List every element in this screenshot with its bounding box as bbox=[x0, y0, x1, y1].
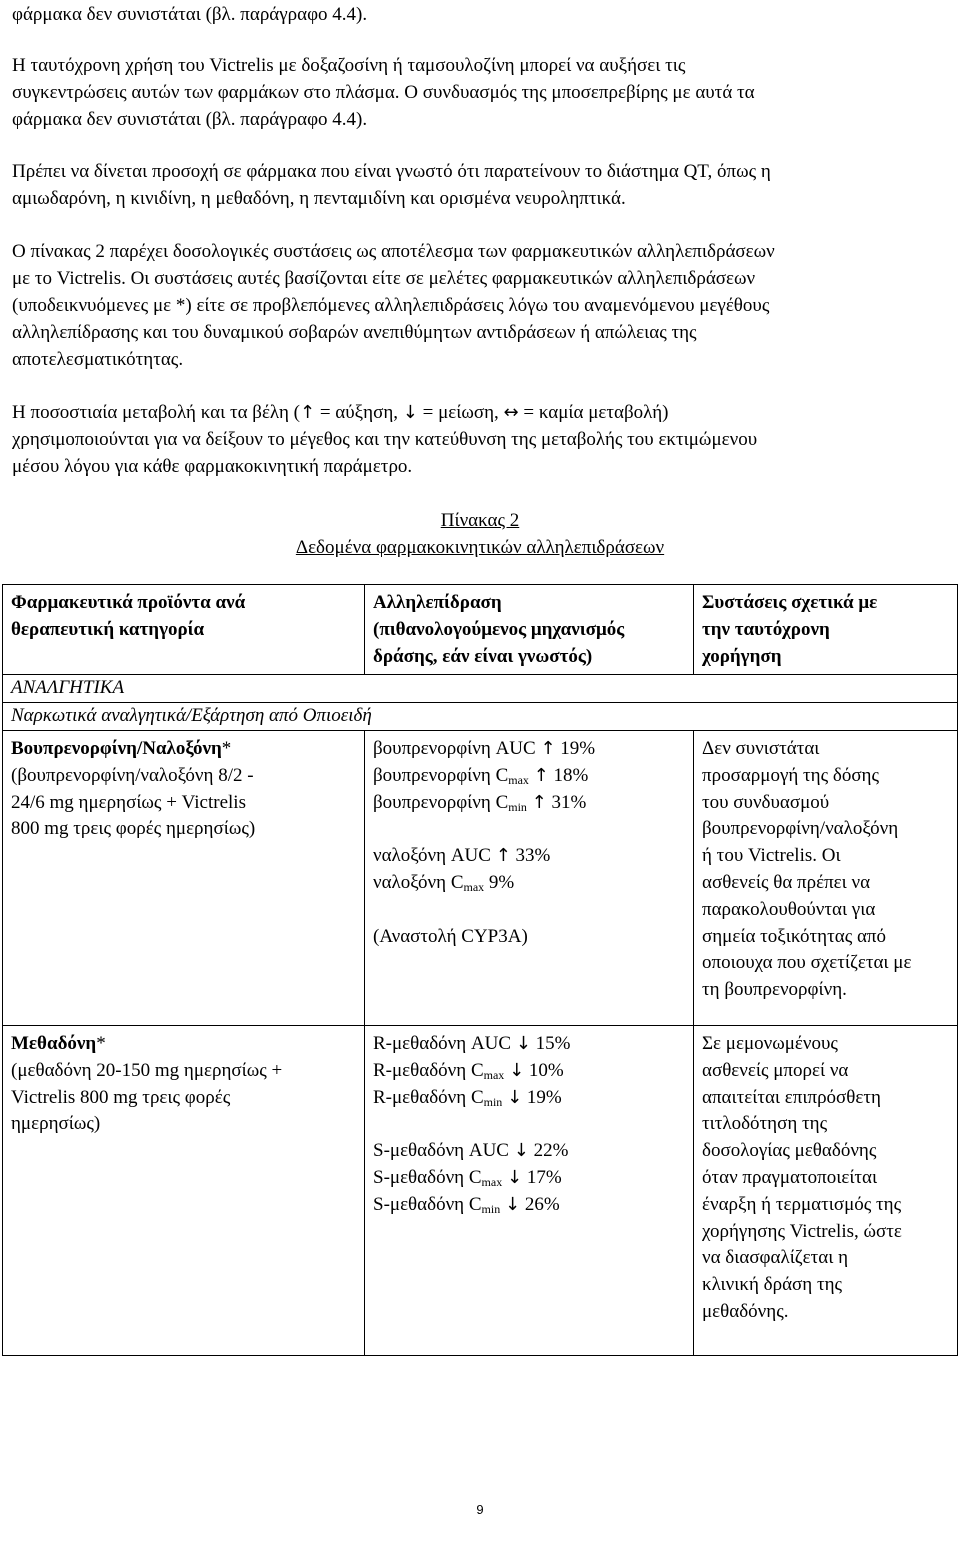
effect-line: S-μεθαδόνη $C_{max}$ ↓ 17% bbox=[373, 1166, 562, 1189]
effect-line: S-μεθαδόνη AUC ↓ 22% bbox=[373, 1140, 569, 1162]
effect-line: ναλοξόνη $C_{max}$ 9% bbox=[373, 871, 515, 894]
drug-name: Βουπρενορφίνη/Ναλοξόνη bbox=[11, 737, 222, 759]
interactions-table bbox=[2, 584, 958, 1356]
paragraph-line: συγκεντρώσεις αυτών των φαρμάκων στο πλάσμα. Ο συνδυασμός της μποσεπρεβίρης με αυτά τα bbox=[12, 82, 755, 103]
arrow-down-icon: ↓ bbox=[507, 1086, 523, 1108]
paragraph-line: αποτελεσματικότητας. bbox=[12, 349, 184, 370]
header-drug-class: Φαρμακευτικά προϊόντα ανά θεραπευτική κατηγορία bbox=[3, 585, 365, 675]
category-label: ΑΝΑΛΓΗΤΙΚΑ bbox=[3, 675, 958, 703]
table-title: Πίνακας 2 bbox=[440, 510, 520, 531]
category-row bbox=[3, 675, 958, 703]
effect-line: βουπρενορφίνη $C_{max}$ ↑ 18% bbox=[373, 764, 589, 787]
effect-line: R-μεθαδόνη AUC ↓ 15% bbox=[373, 1032, 571, 1054]
effect-line: βουπρενορφίνη $C_{min}$ ↑ 31% bbox=[373, 791, 587, 814]
effect-line: S-μεθαδόνη $C_{min}$ ↓ 26% bbox=[373, 1193, 560, 1216]
paragraph-line: με το Victrelis. Οι συστάσεις αυτές βασίζονται είτε σε μελέτες φαρμακευτικών αλληλεπιδράσεων bbox=[12, 268, 756, 289]
paragraph-line: φάρμακα δεν συνιστάται (βλ. παράγραφο 4.4). bbox=[12, 109, 368, 130]
paragraph-line: Ο πίνακας 2 παρέχει δοσολογικές συστάσεις ως αποτέλεσμα των φαρμακευτικών αλληλεπιδράσεων bbox=[12, 241, 775, 262]
drug-cell: Μεθαδόνη* (μεθαδόνη 20-150 mg ημερησίως + Victrelis 800 mg τρεις φορές ημερησίως) bbox=[3, 1025, 365, 1355]
table-header-row bbox=[3, 585, 958, 675]
arrow-down-icon: ↓ bbox=[509, 1059, 525, 1081]
table-subtitle: Δεδομένα φαρμακοκινητικών αλληλεπιδράσεων bbox=[295, 537, 665, 558]
header-recommendation: Συστάσεις σχετικά με την ταυτόχρονη χορήγηση bbox=[694, 585, 958, 675]
paragraph-line: χρησιμοποιούνται για να δείξουν το μέγεθος και την κατεύθυνση της μεταβολής του εκτιμώμενου bbox=[12, 429, 758, 450]
arrows-legend-line: Η ποσοστιαία μεταβολή και τα βέλη (↑ = αύξηση, ↓ = μείωση, ↔ = καμία μεταβολή) bbox=[12, 402, 669, 423]
page-number: 9 bbox=[476, 1502, 484, 1517]
arrow-down-icon: ↓ bbox=[504, 1193, 521, 1215]
effect-line: R-μεθαδόνη $C_{min}$ ↓ 19% bbox=[373, 1086, 562, 1109]
effect-line: R-μεθαδόνη $C_{max}$ ↓ 10% bbox=[373, 1059, 564, 1082]
recommendation-cell: Σε μεμονωμένους ασθενείς μπορεί να απαιτείται επιπρόσθετη τιτλοδότηση της δοσολογίας μεθαδόνης όταν πραγματοποιείται έναρξη ή τερματισμός της χορήγησης Victrelis, ώστε να διασφαλίζεται η κλινική δράση της μεθαδόνης. bbox=[694, 1025, 958, 1355]
drug-cell: Βουπρενορφίνη/Ναλοξόνη* (βουπρενορφίνη/ναλοξόνη 8/2 - 24/6 mg ημερησίως + Victrelis 800 mg τρεις φορές ημερησίως) bbox=[3, 730, 365, 1025]
arrow-both-icon: ↔ bbox=[503, 402, 519, 423]
subcategory-row bbox=[3, 703, 958, 731]
arrow-up-icon: ↑ bbox=[495, 845, 511, 867]
arrow-down-icon: ↓ bbox=[515, 1032, 531, 1054]
subcategory-label: Ναρκωτικά αναλγητικά/Εξάρτηση από Οπιοειδή bbox=[3, 703, 958, 731]
arrow-up-icon: ↑ bbox=[300, 402, 316, 423]
paragraph-line: (υποδεικνυόμενες με *) είτε σε προβλεπόμενες αλληλεπιδράσεις λόγω του αναμενόμενου μεγέθους bbox=[12, 295, 770, 316]
arrow-up-icon: ↑ bbox=[531, 791, 547, 813]
header-interaction: Αλληλεπίδραση (πιθανολογούμενος μηχανισμός δράσης, εάν είναι γνωστός) bbox=[365, 585, 694, 675]
interaction-cell bbox=[365, 1025, 694, 1355]
paragraph-line: μέσου λόγου για κάθε φαρμακοκινητική παράμετρο. bbox=[12, 456, 413, 477]
arrow-down-icon: ↓ bbox=[402, 402, 418, 423]
effect-line: ναλοξόνη AUC ↑ 33% bbox=[373, 845, 551, 867]
drug-name: Μεθαδόνη bbox=[11, 1032, 97, 1054]
interaction-cell bbox=[365, 730, 694, 1025]
paragraph-line: Η ταυτόχρονη χρήση του Victrelis με δοξαζοσίνη ή ταμσουλοζίνη μπορεί να αυξήσει τις bbox=[12, 55, 686, 76]
mechanism-note: (Αναστολή CYP3A) bbox=[373, 925, 528, 947]
paragraph-line: αλληλεπίδρασης και του δυναμικού σοβαρών ανεπιθύμητων αντιδράσεων ή απώλειας της bbox=[12, 322, 697, 343]
recommendation-cell: Δεν συνιστάται προσαρμογή της δόσης του συνδυασμού βουπρενορφίνη/ναλοξόνη ή του Victrelis. Οι ασθενείς θα πρέπει να παρακολουθούνται για σημεία τοξικότητας από οποιουχα που σχετίζεται με τη βουπρενορφίνη. bbox=[694, 730, 958, 1025]
paragraph-line: φάρμακα δεν συνιστάται (βλ. παράγραφο 4.4). bbox=[12, 4, 368, 25]
arrow-down-icon: ↓ bbox=[506, 1166, 523, 1188]
arrow-up-icon: ↑ bbox=[540, 737, 556, 759]
arrow-down-icon: ↓ bbox=[513, 1140, 529, 1162]
paragraph-line: αμιωδαρόνη, η κινιδίνη, η μεθαδόνη, η πενταμιδίνη και ορισμένα νευροληπτικά. bbox=[12, 188, 626, 209]
table-row bbox=[3, 730, 958, 1025]
effect-line: βουπρενορφίνη AUC ↑ 19% bbox=[373, 737, 596, 759]
table-row bbox=[3, 1025, 958, 1355]
paragraph-line: Πρέπει να δίνεται προσοχή σε φάρμακα που είναι γνωστό ότι παρατείνουν το διάστημα QT, όπως η bbox=[12, 161, 771, 182]
arrow-up-icon: ↑ bbox=[533, 764, 549, 786]
